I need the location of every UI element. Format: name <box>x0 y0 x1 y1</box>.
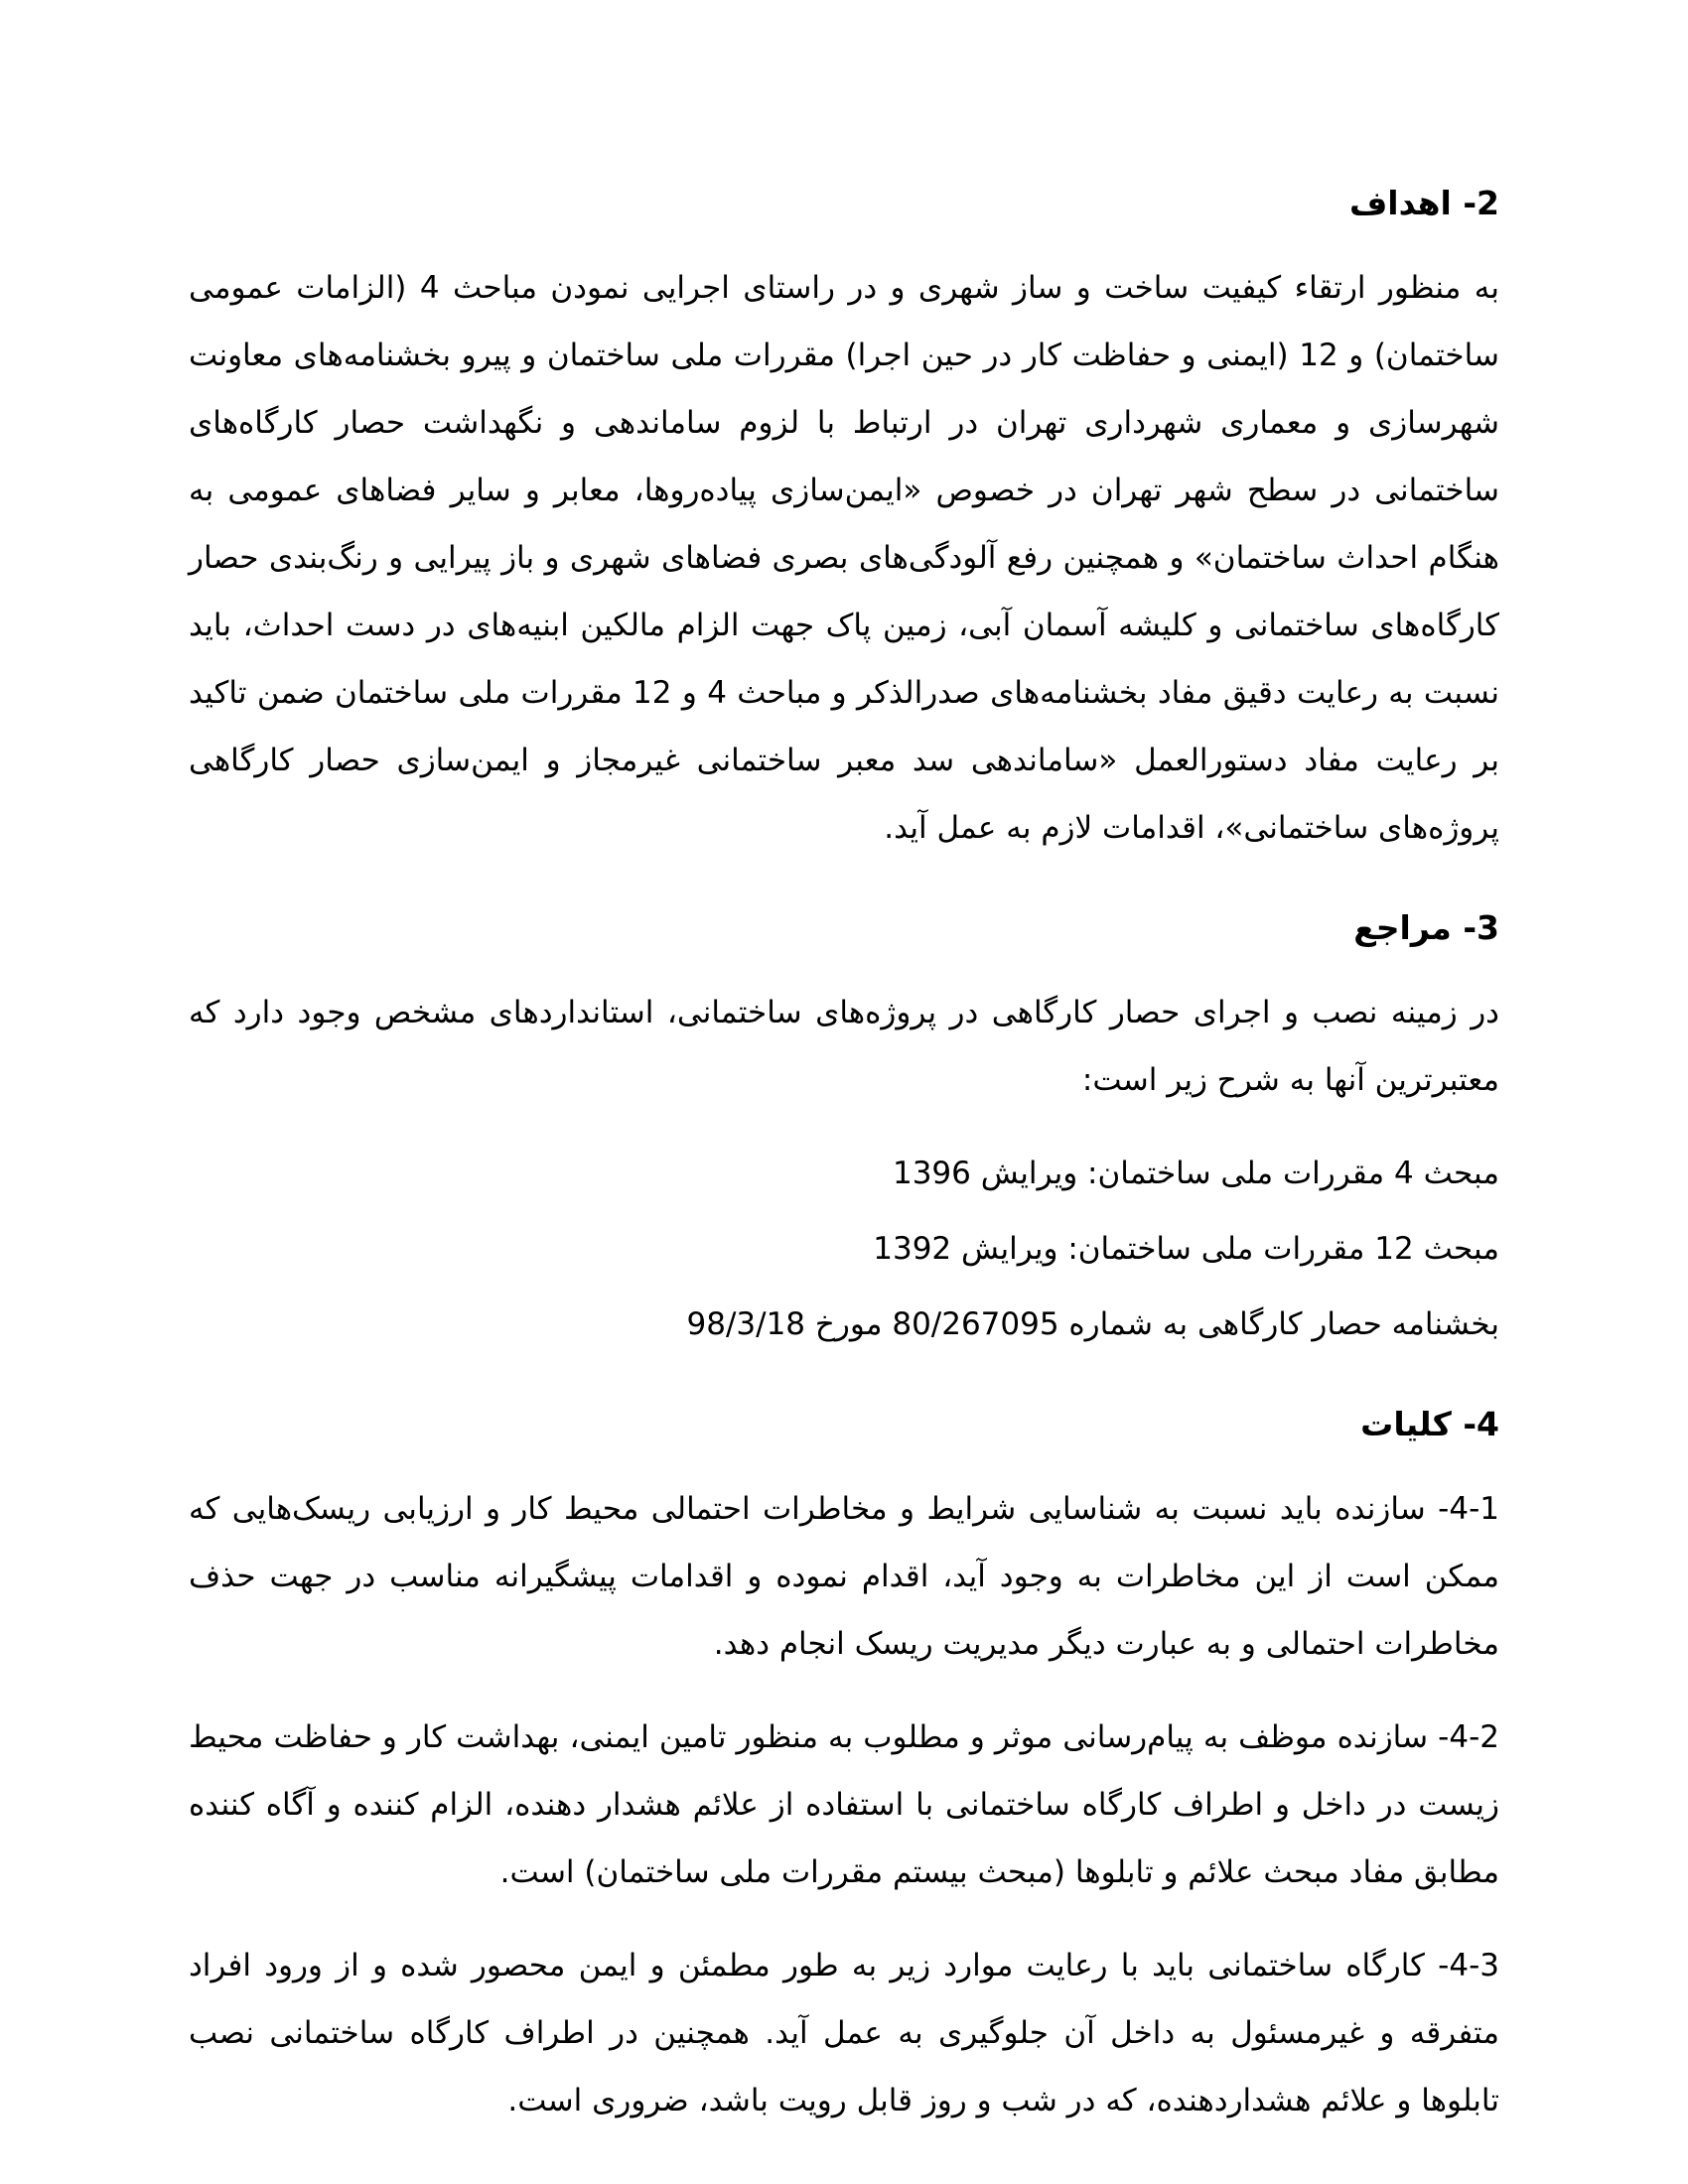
section-generalities <box>189 1400 1499 2134</box>
paragraph-objectives: به منظور ارتقاء کیفیت ساخت و ساز شهری و در راستای اجرایی نمودن مباحث 4 (الزامات عمومی ساختمان) و 12 (ایمنی و حفاظت کار در حین اجرا) مقررات ملی ساختمان و پیرو بخشنامه‌های معاونت شهرسازی و معماری شهرداری تهران در ارتباط با لزوم ساماندهی و نگهداشت حصار کارگاه‌های ساختمانی در سطح شهر تهران در خصوص «ایمن‌سازی پیاده‌روها، معابر و سایر فضاهای عمومی به هنگام احداث ساختمان» و همچنین رفع آلودگی‌های بصری فضاهای شهری و باز پیرایی و رنگ‌بندی حصار کارگاه‌های ساختمانی و کلیشه آسمان آبی، زمین پاک جهت الزام مالکین ابنیه‌های در دست احداث، باید نسبت به رعایت دقیق مفاد بخشنامه‌های صدرالذکر و مباحث 4 و 12 مقررات ملی ساختمان ضمن تاکید بر رعایت مفاد دستورالعمل «ساماندهی سد معبر ساختمانی غیرمجاز و ایمن‌سازی حصار کارگاهی پروژه‌های ساختمانی»، اقدامات لازم به عمل آید. <box>189 270 1500 846</box>
paragraph-4-1: 4-1- سازنده باید نسبت به شناسایی شرایط و مخاطرات احتمالی محیط کار و ارزیابی ریسک‌هایی که ممکن است از این مخاطرات به وجود آید، اقدام نموده و اقدامات پیشگیرانه مناسب در جهت حذف مخاطرات احتمالی و به عبارت دیگر مدیریت ریسک انجام دهد. <box>189 1491 1499 1662</box>
paragraph-references-intro: در زمینه نصب و اجرای حصار کارگاهی در پروژه‌های ساختمانی، استانداردهای مشخص وجود دارد که معتبرترین آنها به شرح زیر است: <box>189 995 1499 1098</box>
reference-item-mabhas-4: مبحث 4 مقررات ملی ساختمان: ویرایش 1396 <box>892 1156 1499 1191</box>
reference-item-circular: بخشنامه حصار کارگاهی به شماره 80/267095 مورخ 98/3/18 <box>686 1306 1499 1342</box>
section-objectives <box>189 179 1499 862</box>
heading-references: 3- مراجع <box>1353 908 1499 947</box>
paragraph-4-3: 4-3- کارگاه ساختمانی باید با رعایت موارد زیر به طور مطمئن و ایمن محصور شده و از ورود افراد متفرقه و غیرمسئول به داخل آن جلوگیری به عمل آید. همچنین در اطراف کارگاه ساختمانی نصب تابلوها و علائم هشداردهنده، که در شب و روز قابل رویت باشد، ضروری است. <box>189 1948 1499 2118</box>
heading-generalities: 4- کلیات <box>1360 1405 1499 1443</box>
heading-objectives: 2- اهداف <box>1348 184 1499 222</box>
reference-item-mabhas-12: مبحث 12 مقررات ملی ساختمان: ویرایش 1392 <box>873 1231 1499 1267</box>
section-references <box>189 903 1499 1358</box>
paragraph-4-2: 4-2- سازنده موظف به پیام‌رسانی موثر و مطلوب به منظور تامین ایمنی، بهداشت کار و حفاظت محیط زیست در داخل و اطراف کارگاه ساختمانی با استفاده از علائم هشدار دهنده، الزام کننده و آگاه کننده مطابق مفاد مبحث علائم و تابلوها (مبحث بیستم مقررات ملی ساختمان) است. <box>189 1719 1499 1890</box>
